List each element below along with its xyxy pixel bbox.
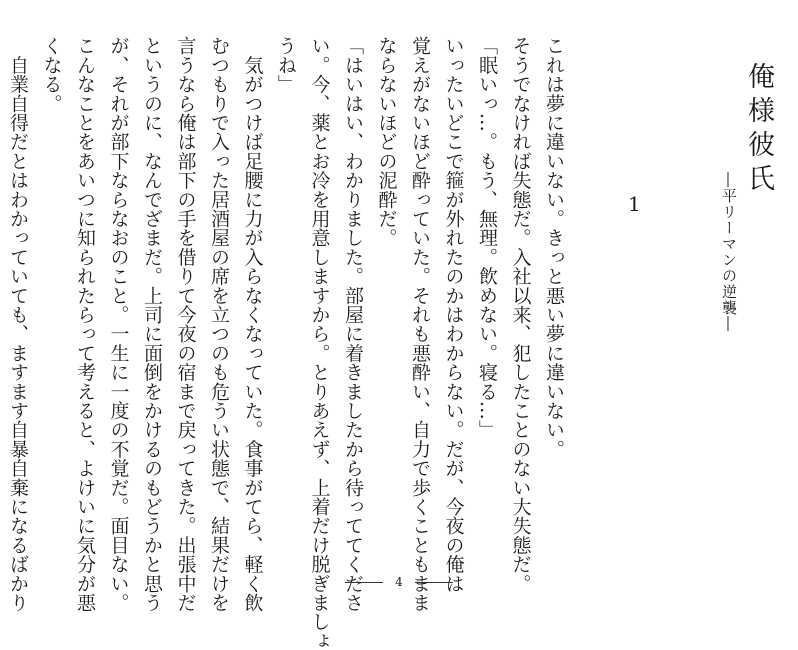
body-line: これは夢に違いない。きっと悪い夢に違いない。 [543, 36, 565, 459]
body-line: むつもりで入った居酒屋の席を立つのも危うい状態で、結果だけを [208, 36, 230, 612]
body-line: が、それが部下ならなおのこと。一生に一度の不覚だ。面目ない。 [107, 36, 130, 612]
body-line: うね」 [275, 36, 297, 94]
body-line: 言うなら俺は部下の手を借りて今夜の宿まで戻ってきた。出張中だ [174, 36, 197, 612]
body-line: 自業自得だとはわかっていても、ますます自暴自棄になるばかり [7, 36, 29, 612]
body-text [7, 36, 570, 650]
body-line: 「眠いっ…。もう、無理。飲めない。寝る…」 [476, 36, 498, 440]
book-title: 俺様彼氏 [743, 62, 774, 198]
page-number: 4 [395, 575, 403, 589]
body-line: 覚えがないほど酔っていた。それも悪酔い、自力で歩くこともまま [409, 36, 431, 612]
chapter-number: 1 [628, 192, 641, 216]
body-line: ならないほどの泥酔だ。 [375, 36, 398, 248]
body-line: い。今、薬とお冷を用意しますから。とりあえず、上着だけ脱ぎましょ [308, 36, 331, 650]
body-line: こんなことをあいつに知られたらって考えると、よけいに気分が悪 [74, 36, 96, 612]
body-line: というのに、なんでざまだ。上司に面倒をかけるのもどうかと思う [141, 36, 163, 612]
body-line: そうでなければ失態だ。入社以来、犯したことのない大失態だ。 [509, 36, 532, 593]
body-line: くなる。 [40, 36, 63, 113]
body-line: 気がつけば足腰に力が入らなくなっていた。食事がてら、軽く飲 [241, 36, 264, 612]
body-line: 「はいはい、わかりました。部屋に着きましたから待っててくださ [342, 36, 364, 612]
book-subtitle: ―平リーマンの逆襲― [720, 172, 738, 332]
footer-rule-left [345, 582, 383, 583]
page-footer [0, 575, 798, 589]
body-line: いったいどこで箍が外れたのかはわからない。だが、今夜の俺は [442, 36, 465, 593]
footer-rule-right [415, 582, 453, 583]
